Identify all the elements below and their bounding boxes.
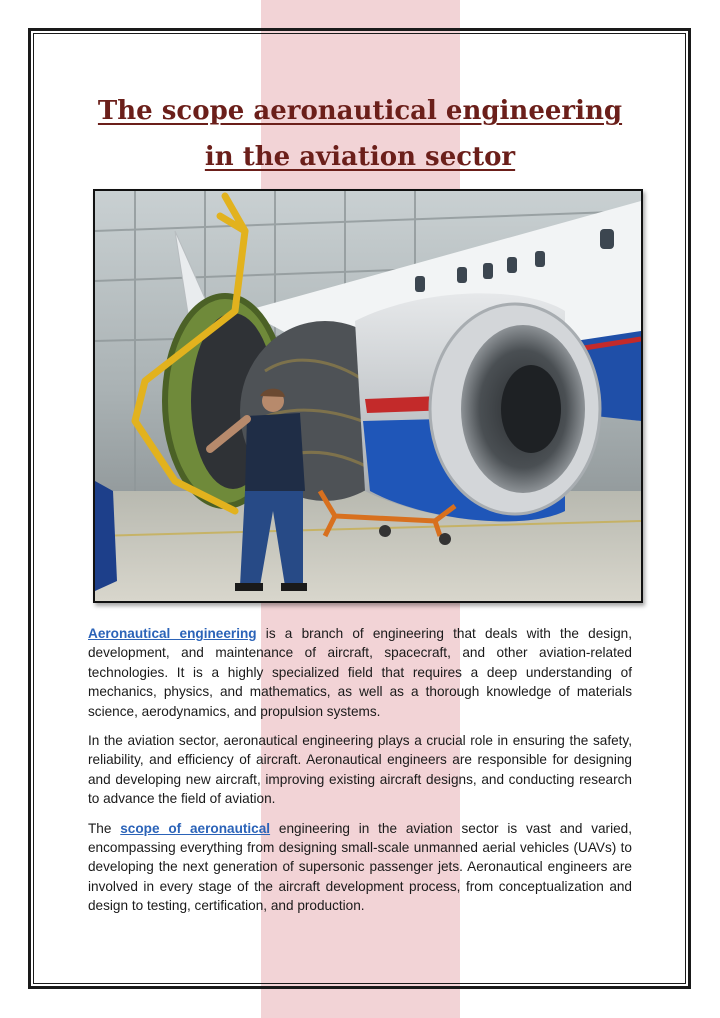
title-line-1: The scope aeronautical engineering bbox=[97, 96, 623, 126]
page-title bbox=[60, 88, 660, 180]
paragraph-2-text: In the aviation sector, aeronautical engineering plays a crucial role in ensuring the safety, reliability, and efficiency of aircraft. Aeronautical engineers are responsible for designing and developing new aircraft, improving existing aircraft designs, and conducting research to advance the field of aviation. bbox=[88, 733, 632, 807]
paragraph-2 bbox=[88, 731, 632, 809]
article-body bbox=[88, 624, 632, 926]
jet-engine-photo bbox=[93, 189, 643, 603]
scope-of-aeronautical-link[interactable]: scope of aeronautical bbox=[120, 820, 271, 836]
aeronautical-engineering-link[interactable]: Aeronautical engineering bbox=[88, 626, 257, 641]
paragraph-3-prefix: The bbox=[88, 820, 121, 836]
title-line-2: in the aviation sector bbox=[204, 142, 516, 172]
paragraph-1 bbox=[88, 624, 632, 721]
paragraph-3-text: engineering in the aviation sector is vast and varied, encompassing everything from designing small-scale unmanned aerial vehicles (UAVs) to developing the next generation of supersonic passenger jets. Aeronautical engineers are involved in every stage of the aircraft development process, from conceptualization and design to testing, certification, and production. bbox=[88, 820, 633, 914]
paragraph-1-text: is a branch of engineering that deals with the design, development, and maintenance of aircraft, spacecraft, and other aviation-related technologies. It is a highly specialized field that requires a deep understanding of mechanics, physics, and mathematics, as well as a thorough knowledge of materials science, aerodynamics, and propulsion systems. bbox=[88, 626, 632, 719]
paragraph-3 bbox=[88, 819, 632, 916]
